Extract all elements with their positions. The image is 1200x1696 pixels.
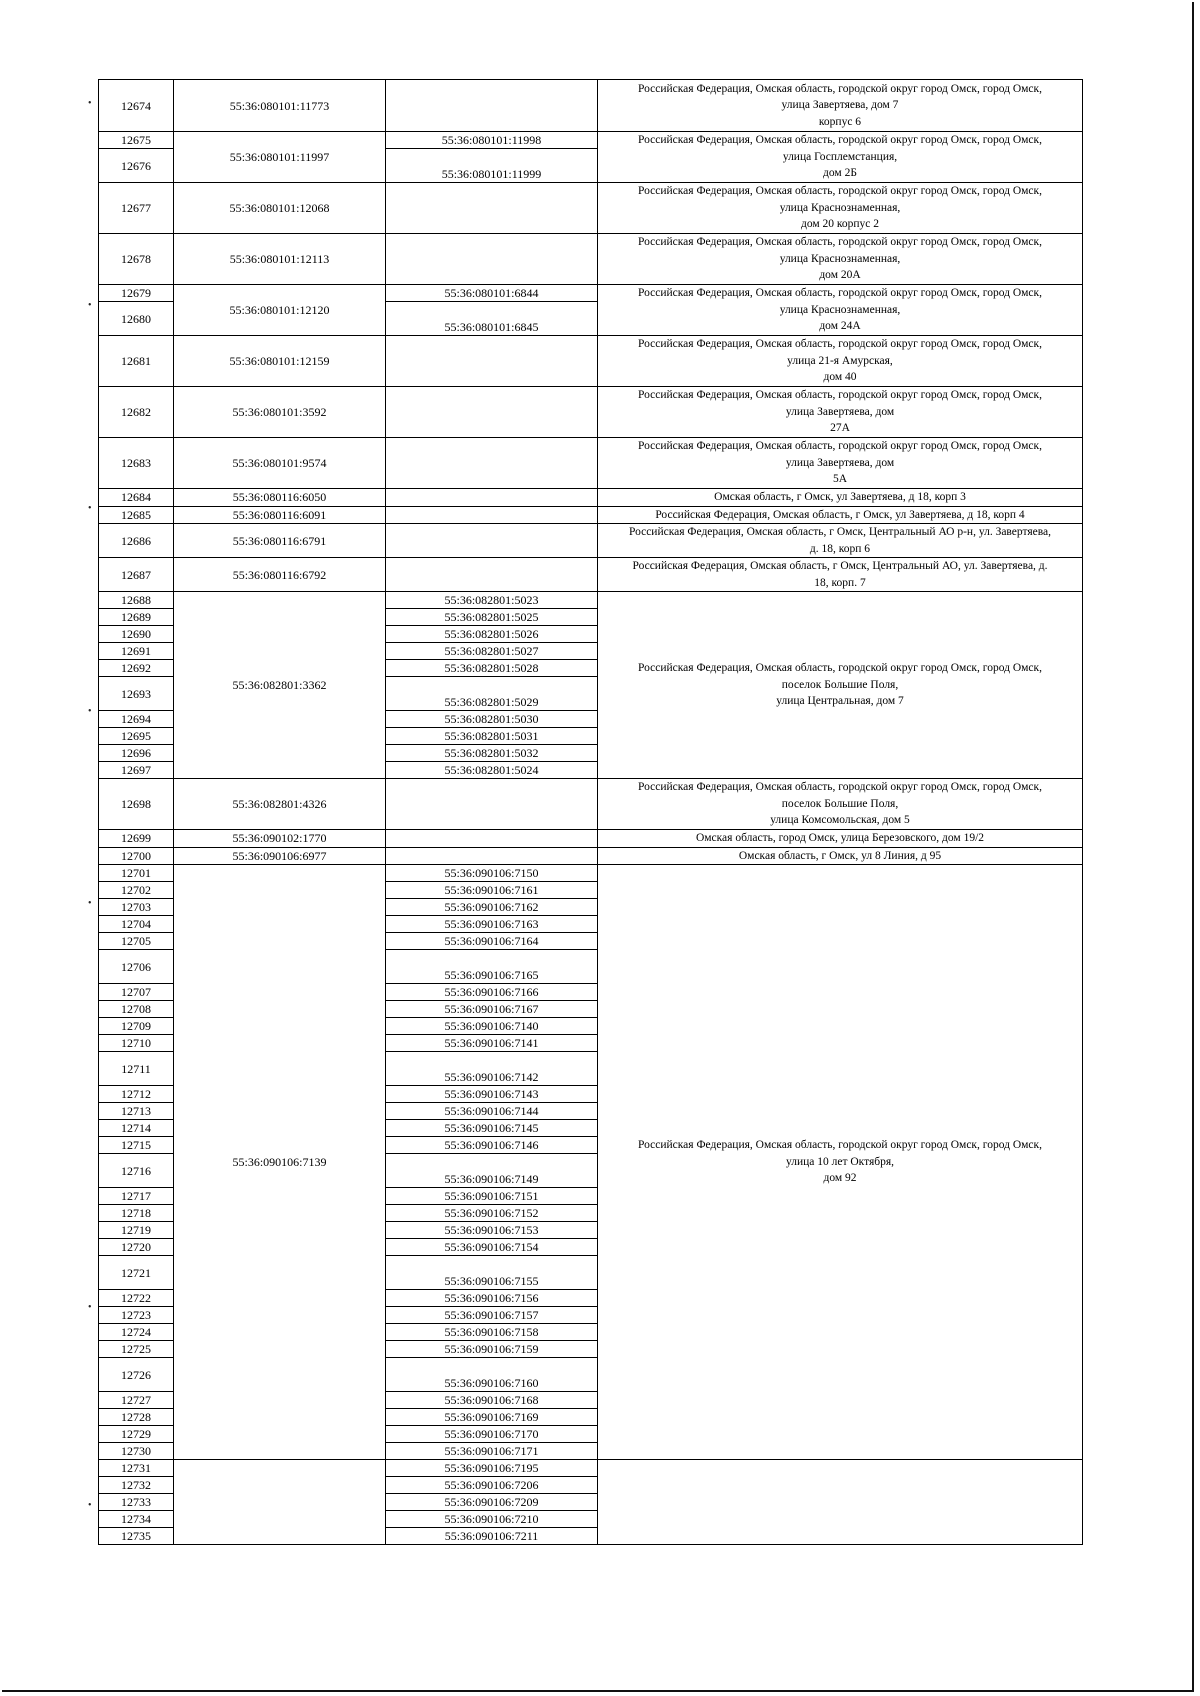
sub-cadastral-number-cell: 55:36:090106:7211 <box>386 1528 598 1545</box>
cadastral-number-cell: 55:36:090106:6977 <box>174 847 386 865</box>
row-number-cell: 12705 <box>99 933 174 950</box>
scan-dot: • <box>88 300 92 311</box>
address-cell <box>598 558 1083 592</box>
sub-cadastral-number-cell: 55:36:090106:7154 <box>386 1239 598 1256</box>
sub-cadastral-number-cell: 55:36:082801:5031 <box>386 728 598 745</box>
row-number-cell: 12718 <box>99 1205 174 1222</box>
sub-cadastral-number-cell: 55:36:090106:7144 <box>386 1103 598 1120</box>
address-line: 18, корп. 7 <box>814 576 866 589</box>
address-cell <box>598 285 1083 336</box>
row-number-cell: 12698 <box>99 779 174 830</box>
row-number-cell: 12684 <box>99 489 174 507</box>
table-row <box>99 865 1083 882</box>
address-line: дом 20 корпус 2 <box>800 218 880 231</box>
sub-cadastral-number-cell: 55:36:080101:11998 <box>386 132 598 149</box>
address-cell <box>598 830 1083 848</box>
row-number-cell: 12720 <box>99 1239 174 1256</box>
table-row <box>99 847 1083 865</box>
sub-cadastral-number-cell <box>386 558 598 592</box>
sub-cadastral-number-cell: 55:36:090106:7160 <box>386 1358 598 1392</box>
address-line: Российская Федерация, Омская область, городской округ город Омск, город Омск, <box>638 82 1042 95</box>
address-line: поселок Большие Поля, <box>781 678 899 691</box>
table-row <box>99 830 1083 848</box>
register-table-body <box>99 80 1083 1545</box>
address-cell <box>598 438 1083 489</box>
row-number-cell: 12696 <box>99 745 174 762</box>
table-row <box>99 183 1083 234</box>
table-row <box>99 1460 1083 1477</box>
sub-cadastral-number-cell: 55:36:090106:7150 <box>386 865 598 882</box>
row-number-cell: 12712 <box>99 1086 174 1103</box>
row-number-cell: 12721 <box>99 1256 174 1290</box>
scan-dot: • <box>88 98 92 109</box>
cadastral-number-cell: 55:36:080116:6050 <box>174 489 386 507</box>
address-line: корпус 6 <box>818 115 862 128</box>
row-number-cell: 12700 <box>99 847 174 865</box>
table-row <box>99 524 1083 558</box>
row-number-cell: 12691 <box>99 643 174 660</box>
scan-dot: • <box>88 706 92 717</box>
row-number-cell: 12708 <box>99 1001 174 1018</box>
row-number-cell: 12731 <box>99 1460 174 1477</box>
sub-cadastral-number-cell: 55:36:082801:5023 <box>386 592 598 609</box>
row-number-cell: 12682 <box>99 387 174 438</box>
address-cell <box>598 524 1083 558</box>
sub-cadastral-number-cell: 55:36:082801:5032 <box>386 745 598 762</box>
address-line: дом 40 <box>823 371 857 384</box>
address-cell <box>598 779 1083 830</box>
sub-cadastral-number-cell <box>386 438 598 489</box>
cadastral-number-cell: 55:36:080101:12120 <box>174 285 386 336</box>
sub-cadastral-number-cell: 55:36:090106:7151 <box>386 1188 598 1205</box>
sub-cadastral-number-cell: 55:36:090106:7206 <box>386 1477 598 1494</box>
address-line: Российская Федерация, Омская область, городской округ город Омск, город Омск, <box>638 1139 1042 1152</box>
cadastral-number-cell: 55:36:080116:6792 <box>174 558 386 592</box>
sub-cadastral-number-cell: 55:36:082801:5026 <box>386 626 598 643</box>
address-line: 27А <box>830 422 850 435</box>
row-number-cell: 12681 <box>99 336 174 387</box>
sub-cadastral-number-cell: 55:36:090106:7146 <box>386 1137 598 1154</box>
table-row <box>99 336 1083 387</box>
table-row <box>99 438 1083 489</box>
sub-cadastral-number-cell: 55:36:090106:7163 <box>386 916 598 933</box>
scan-dot: • <box>88 1500 92 1511</box>
row-number-cell: 12719 <box>99 1222 174 1239</box>
cadastral-number-cell: 55:36:080101:12113 <box>174 234 386 285</box>
table-row <box>99 234 1083 285</box>
cadastral-number-cell: 55:36:080101:12068 <box>174 183 386 234</box>
cadastral-number-cell: 55:36:080101:11773 <box>174 80 386 132</box>
cadastral-number-cell: 55:36:080101:3592 <box>174 387 386 438</box>
sub-cadastral-number-cell: 55:36:090106:7152 <box>386 1205 598 1222</box>
table-row <box>99 80 1083 132</box>
sub-cadastral-number-cell: 55:36:090106:7159 <box>386 1341 598 1358</box>
row-number-cell: 12727 <box>99 1392 174 1409</box>
address-cell <box>598 234 1083 285</box>
address-line: улица Краснознаменная, <box>779 252 901 265</box>
sub-cadastral-number-cell: 55:36:090106:7153 <box>386 1222 598 1239</box>
row-number-cell: 12693 <box>99 677 174 711</box>
address-cell <box>598 506 1083 524</box>
sub-cadastral-number-cell: 55:36:080101:11999 <box>386 149 598 183</box>
sub-cadastral-number-cell: 55:36:090106:7157 <box>386 1307 598 1324</box>
sub-cadastral-number-cell: 55:36:082801:5028 <box>386 660 598 677</box>
cadastral-number-cell: 55:36:080116:6791 <box>174 524 386 558</box>
sub-cadastral-number-cell: 55:36:090106:7158 <box>386 1324 598 1341</box>
table-row <box>99 779 1083 830</box>
cadastral-number-cell: 55:36:080101:12159 <box>174 336 386 387</box>
address-cell <box>598 80 1083 132</box>
sub-cadastral-number-cell: 55:36:090106:7161 <box>386 882 598 899</box>
row-number-cell: 12695 <box>99 728 174 745</box>
sub-cadastral-number-cell <box>386 779 598 830</box>
address-line: улица 21-я Амурская, <box>787 354 893 367</box>
address-line: Омская область, г Омск, ул 8 Линия, д 95 <box>738 849 942 862</box>
sub-cadastral-number-cell <box>386 847 598 865</box>
address-line: улица Центральная, дом 7 <box>776 695 904 708</box>
sub-cadastral-number-cell: 55:36:090106:7156 <box>386 1290 598 1307</box>
table-row <box>99 489 1083 507</box>
sub-cadastral-number-cell: 55:36:082801:5025 <box>386 609 598 626</box>
row-number-cell: 12716 <box>99 1154 174 1188</box>
address-line: улица Госплемстанция, <box>782 150 898 163</box>
address-cell <box>598 336 1083 387</box>
sub-cadastral-number-cell <box>386 830 598 848</box>
sub-cadastral-number-cell: 55:36:090106:7140 <box>386 1018 598 1035</box>
row-number-cell: 12724 <box>99 1324 174 1341</box>
sub-cadastral-number-cell <box>386 524 598 558</box>
cadastral-number-cell <box>174 1460 386 1545</box>
row-number-cell: 12685 <box>99 506 174 524</box>
row-number-cell: 12706 <box>99 950 174 984</box>
address-line: улица Краснознаменная, <box>779 201 901 214</box>
sub-cadastral-number-cell: 55:36:090106:7168 <box>386 1392 598 1409</box>
row-number-cell: 12677 <box>99 183 174 234</box>
row-number-cell: 12675 <box>99 132 174 149</box>
row-number-cell: 12704 <box>99 916 174 933</box>
address-line: Российская Федерация, Омская область, городской округ город Омск, город Омск, <box>638 287 1042 300</box>
row-number-cell: 12688 <box>99 592 174 609</box>
row-number-cell: 12692 <box>99 660 174 677</box>
sub-cadastral-number-cell <box>386 387 598 438</box>
row-number-cell: 12687 <box>99 558 174 592</box>
row-number-cell: 12710 <box>99 1035 174 1052</box>
address-line: Российская Федерация, Омская область, городской округ город Омск, город Омск, <box>638 185 1042 198</box>
sub-cadastral-number-cell: 55:36:090106:7142 <box>386 1052 598 1086</box>
row-number-cell: 12715 <box>99 1137 174 1154</box>
table-row <box>99 558 1083 592</box>
sub-cadastral-number-cell <box>386 336 598 387</box>
sub-cadastral-number-cell: 55:36:090106:7155 <box>386 1256 598 1290</box>
address-line: Российская Федерация, Омская область, городской округ город Омск, город Омск, <box>638 134 1042 147</box>
cadastral-number-cell: 55:36:082801:3362 <box>174 592 386 779</box>
sub-cadastral-number-cell: 55:36:090106:7143 <box>386 1086 598 1103</box>
address-cell <box>598 183 1083 234</box>
sub-cadastral-number-cell <box>386 80 598 132</box>
address-line: д. 18, корп 6 <box>809 542 871 555</box>
sub-cadastral-number-cell: 55:36:082801:5030 <box>386 711 598 728</box>
cadastral-number-cell: 55:36:080101:9574 <box>174 438 386 489</box>
row-number-cell: 12674 <box>99 80 174 132</box>
cadastral-number-cell: 55:36:080101:11997 <box>174 132 386 183</box>
table-row <box>99 132 1083 149</box>
address-line: дом 20А <box>819 269 861 282</box>
row-number-cell: 12732 <box>99 1477 174 1494</box>
address-line: улица 10 лет Октября, <box>785 1155 895 1168</box>
row-number-cell: 12694 <box>99 711 174 728</box>
sub-cadastral-number-cell: 55:36:090106:7170 <box>386 1426 598 1443</box>
sub-cadastral-number-cell <box>386 234 598 285</box>
sub-cadastral-number-cell: 55:36:090106:7162 <box>386 899 598 916</box>
sub-cadastral-number-cell <box>386 489 598 507</box>
sub-cadastral-number-cell: 55:36:090106:7164 <box>386 933 598 950</box>
scan-dot: • <box>88 503 92 514</box>
sub-cadastral-number-cell: 55:36:090106:7169 <box>386 1409 598 1426</box>
row-number-cell: 12714 <box>99 1120 174 1137</box>
address-line: улица Завертяева, дом 7 <box>781 99 899 112</box>
address-line: Российская Федерация, Омская область, г Омск, Центральный АО, ул. Завертяева, д. <box>632 560 1048 572</box>
sub-cadastral-number-cell: 55:36:090106:7166 <box>386 984 598 1001</box>
address-line: Российская Федерация, Омская область, городской округ город Омск, город Омск, <box>638 389 1042 402</box>
address-line: улица Комсомольская, дом 5 <box>770 814 910 827</box>
sub-cadastral-number-cell: 55:36:082801:5027 <box>386 643 598 660</box>
row-number-cell: 12722 <box>99 1290 174 1307</box>
sub-cadastral-number-cell: 55:36:090106:7141 <box>386 1035 598 1052</box>
table-row <box>99 592 1083 609</box>
address-line: Омская область, г Омск, ул Завертяева, д 18, корп 3 <box>714 491 966 503</box>
address-line: Омская область, город Омск, улица Березовского, дом 19/2 <box>695 832 985 844</box>
table-row <box>99 285 1083 302</box>
address-line: Российская Федерация, Омская область, г Омск, Центральный АО р-н, ул. Завертяева, <box>628 526 1052 538</box>
row-number-cell: 12725 <box>99 1341 174 1358</box>
row-number-cell: 12690 <box>99 626 174 643</box>
address-line: Российская Федерация, Омская область, городской округ город Омск, город Омск, <box>638 338 1042 351</box>
address-cell <box>598 847 1083 865</box>
sub-cadastral-number-cell: 55:36:090106:7209 <box>386 1494 598 1511</box>
row-number-cell: 12702 <box>99 882 174 899</box>
address-line: 5А <box>832 473 848 486</box>
register-table <box>98 79 1083 1545</box>
sub-cadastral-number-cell: 55:36:090106:7149 <box>386 1154 598 1188</box>
row-number-cell: 12729 <box>99 1426 174 1443</box>
cadastral-number-cell: 55:36:090106:7139 <box>174 865 386 1460</box>
row-number-cell: 12689 <box>99 609 174 626</box>
address-cell <box>598 865 1083 1460</box>
scan-dot: • <box>88 1302 92 1313</box>
address-cell <box>598 489 1083 507</box>
row-number-cell: 12707 <box>99 984 174 1001</box>
row-number-cell: 12728 <box>99 1409 174 1426</box>
row-number-cell: 12726 <box>99 1358 174 1392</box>
row-number-cell: 12679 <box>99 285 174 302</box>
cadastral-number-cell: 55:36:090102:1770 <box>174 830 386 848</box>
row-number-cell: 12701 <box>99 865 174 882</box>
sub-cadastral-number-cell: 55:36:090106:7195 <box>386 1460 598 1477</box>
address-line: Российская Федерация, Омская область, городской округ город Омск, город Омск, <box>638 781 1042 794</box>
row-number-cell: 12680 <box>99 302 174 336</box>
scan-dot: • <box>88 898 92 909</box>
row-number-cell: 12686 <box>99 524 174 558</box>
row-number-cell: 12733 <box>99 1494 174 1511</box>
sub-cadastral-number-cell: 55:36:082801:5024 <box>386 762 598 779</box>
row-number-cell: 12723 <box>99 1307 174 1324</box>
sub-cadastral-number-cell: 55:36:080101:6844 <box>386 285 598 302</box>
sub-cadastral-number-cell: 55:36:090106:7167 <box>386 1001 598 1018</box>
row-number-cell: 12735 <box>99 1528 174 1545</box>
row-number-cell: 12730 <box>99 1443 174 1460</box>
sub-cadastral-number-cell: 55:36:082801:5029 <box>386 677 598 711</box>
row-number-cell: 12683 <box>99 438 174 489</box>
sub-cadastral-number-cell <box>386 183 598 234</box>
address-cell <box>598 132 1083 183</box>
address-line: улица Завертяева, дом <box>785 405 895 418</box>
row-number-cell: 12699 <box>99 830 174 848</box>
address-cell <box>598 592 1083 779</box>
sub-cadastral-number-cell: 55:36:090106:7165 <box>386 950 598 984</box>
sub-cadastral-number-cell: 55:36:080101:6845 <box>386 302 598 336</box>
row-number-cell: 12678 <box>99 234 174 285</box>
address-line: Российская Федерация, Омская область, городской округ город Омск, город Омск, <box>638 236 1042 249</box>
address-line: поселок Большие Поля, <box>781 797 899 810</box>
cadastral-number-cell: 55:36:082801:4326 <box>174 779 386 830</box>
row-number-cell: 12734 <box>99 1511 174 1528</box>
sub-cadastral-number-cell <box>386 506 598 524</box>
address-line: улица Краснознаменная, <box>779 303 901 316</box>
address-line: дом 92 <box>823 1172 857 1185</box>
row-number-cell: 12697 <box>99 762 174 779</box>
sub-cadastral-number-cell: 55:36:090106:7210 <box>386 1511 598 1528</box>
address-line: Российская Федерация, Омская область, городской округ город Омск, город Омск, <box>638 440 1042 453</box>
sub-cadastral-number-cell: 55:36:090106:7171 <box>386 1443 598 1460</box>
cadastral-number-cell: 55:36:080116:6091 <box>174 506 386 524</box>
address-line: улица Завертяева, дом <box>785 456 895 469</box>
address-cell <box>598 1460 1083 1545</box>
table-row <box>99 387 1083 438</box>
address-line: Российская Федерация, Омская область, г Омск, ул Завертяева, д 18, корп 4 <box>655 508 1025 521</box>
address-cell <box>598 387 1083 438</box>
row-number-cell: 12676 <box>99 149 174 183</box>
address-line: дом 2Б <box>823 167 857 180</box>
row-number-cell: 12703 <box>99 899 174 916</box>
row-number-cell: 12709 <box>99 1018 174 1035</box>
address-line: дом 24А <box>819 320 861 333</box>
table-row <box>99 506 1083 524</box>
row-number-cell: 12711 <box>99 1052 174 1086</box>
address-line: Российская Федерация, Омская область, городской округ город Омск, город Омск, <box>638 662 1042 675</box>
row-number-cell: 12713 <box>99 1103 174 1120</box>
row-number-cell: 12717 <box>99 1188 174 1205</box>
sub-cadastral-number-cell: 55:36:090106:7145 <box>386 1120 598 1137</box>
